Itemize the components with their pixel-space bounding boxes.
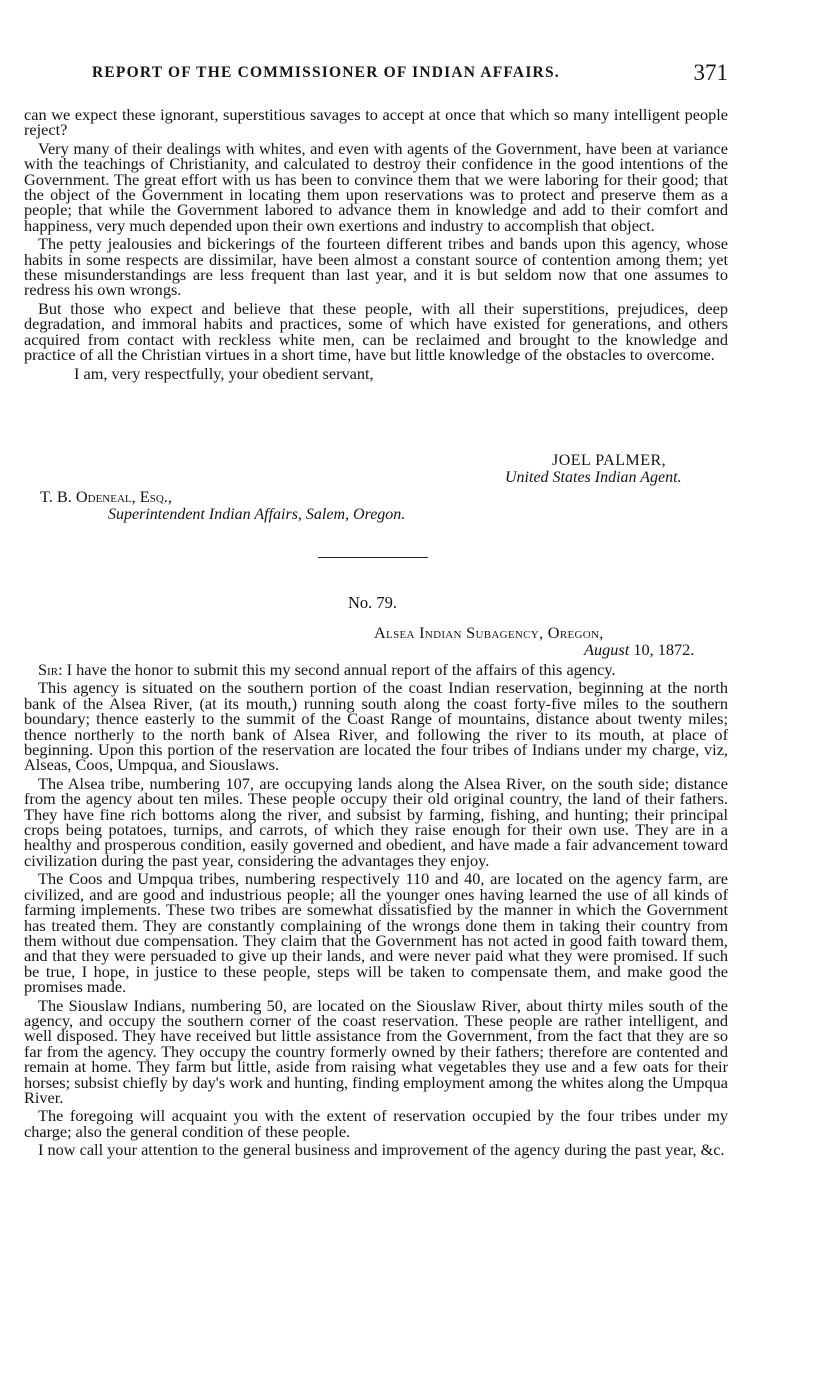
letter2-body bbox=[24, 662, 728, 1158]
section-divider bbox=[318, 557, 428, 558]
paragraph: The Siouslaw Indians, numbering 50, are located on the Siouslaw River, about thirty miles south of the agency, and occupy the southern corner of the coast reservation. These people are rather intelligent, and well disposed. They have received but little assistance from the Government, from the fact that they are so far from the agency. They occupy the country formerly owned by their fathers; therefore are contented and remain at home. They farm but little, aside from raising what vegetables they use and a few oats for their horses; subsist chiefly by day's work and hunting, finding employment among the whites along the Umpqua River. bbox=[24, 995, 728, 1107]
page-header bbox=[92, 60, 732, 90]
paragraph: But those who expect and believe that these people, with all their superstitions, prejudices, deep degradation, and immoral habits and practices, some of which have existed for generations, and others acquired from contact with reckless white men, can be reclaimed and brought to the knowledge and practice of all the Christian virtues in a short time, have but little knowledge of the obstacles to overcome. bbox=[24, 298, 728, 365]
date-month: August bbox=[584, 640, 630, 659]
paragraph: The Alsea tribe, numbering 107, are occupying lands along the Alsea River, on the south side; distance from the agency about ten miles. These people occupy their old original country, the land of their fathers. They have fine rich bottoms along the river, and subsist by farming, fishing, and hunting; their principal crops being potatoes, turnips, and carrots, of which they raise enough for their own use. They are in a healthy and prosperous condition, easily governed and obedient, and have made a fair advancement toward civilization during the past year, considering the advantages they enjoy. bbox=[24, 773, 728, 870]
paragraph: The foregoing will acquaint you with the extent of reservation occupied by the four tribes under my charge; also the general condition of these people. bbox=[24, 1106, 728, 1141]
opening-text: : I have the honor to submit this my second annual report of the affairs of this agency. bbox=[58, 660, 616, 679]
paragraph: I now call your attention to the general business and improvement of the agency during the past year, &c. bbox=[38, 1140, 725, 1160]
signature-title: United States Indian Agent. bbox=[505, 469, 682, 486]
opening-paragraph bbox=[24, 662, 728, 677]
dateline-place: Alsea Indian Subagency, Oregon, bbox=[374, 623, 604, 642]
document-number: No. 79. bbox=[348, 593, 398, 612]
addressee-title: Superintendent Indian Affairs, Salem, Oregon. bbox=[108, 506, 406, 523]
date-rest: 10, 1872. bbox=[633, 640, 695, 659]
running-head: REPORT OF THE COMMISSIONER OF INDIAN AFFAIRS. bbox=[92, 64, 560, 81]
addressee-name bbox=[40, 487, 172, 507]
dateline-date bbox=[584, 640, 694, 660]
salutation: Sir bbox=[38, 660, 59, 679]
addressee-surname: Odeneal, Esq., bbox=[75, 487, 172, 506]
paragraph: The petty jealousies and bickerings of the fourteen different tribes and bands upon this agency, whose habits in some respects are dissimilar, have been almost a constant source of contention among them; yet these misunderstandings are less frequent than last year, and it is but seldom now that one assumes to redress his own wrongs. bbox=[24, 234, 728, 300]
page-number: 371 bbox=[693, 60, 728, 85]
paragraph: This agency is situated on the southern portion of the coast Indian reservation, beginning at the north bank of the Alsea River, (at its mouth,) running south along the coast forty-five miles to the southern boundary; thence easterly to the summit of the Coast Range of mountains, distance about twenty miles; thence northerly to the north bank of Alsea River, and following the river to its mouth, at place of beginning. Upon this portion of the reservation are located the four tribes of Indians under my charge, viz, Alseas, Coos, Umpqua, and Siouslaws. bbox=[24, 678, 728, 775]
paragraph: can we expect these ignorant, superstitious savages to accept at once that which so many intelligent people reject? bbox=[24, 105, 728, 140]
addressee-initials: T. B. bbox=[40, 487, 72, 506]
signature-name: JOEL PALMER, bbox=[552, 452, 667, 469]
paragraph: The Coos and Umpqua tribes, numbering respectively 110 and 40, are located on the agency farm, are civilized, and are good and industrious people; all the younger ones having learned the use of all kinds of farming implements. These two tribes are somewhat dissatisfied by the manner in which the Government has treated them. They are constantly complaining of the wrongs done them in taking their country from them without due compensation. They claim that the Government has not acted in good faith toward them, and that they were persuaded to give up their lands, and were never paid what they were promised. If such be true, I hope, in justice to these people, steps will be taken to compensate them, and make good the promises made. bbox=[24, 869, 728, 997]
letter1-body bbox=[24, 107, 728, 381]
paragraph: Very many of their dealings with whites, and even with agents of the Government, have been at variance with the teachings of Christianity, and calculated to destroy their confidence in the good intentions of the Government. The great effort with us has been to convince them that we were laboring for their good; that the object of the Government in locating them upon reservations was to protect and preserve them as a people; that while the Government labored to advance them in knowledge and add to their comfort and happiness, very much depended upon their own exertions and industry to accomplish that object. bbox=[24, 138, 728, 235]
closing: I am, very respectfully, your obedient servant, bbox=[74, 363, 374, 383]
